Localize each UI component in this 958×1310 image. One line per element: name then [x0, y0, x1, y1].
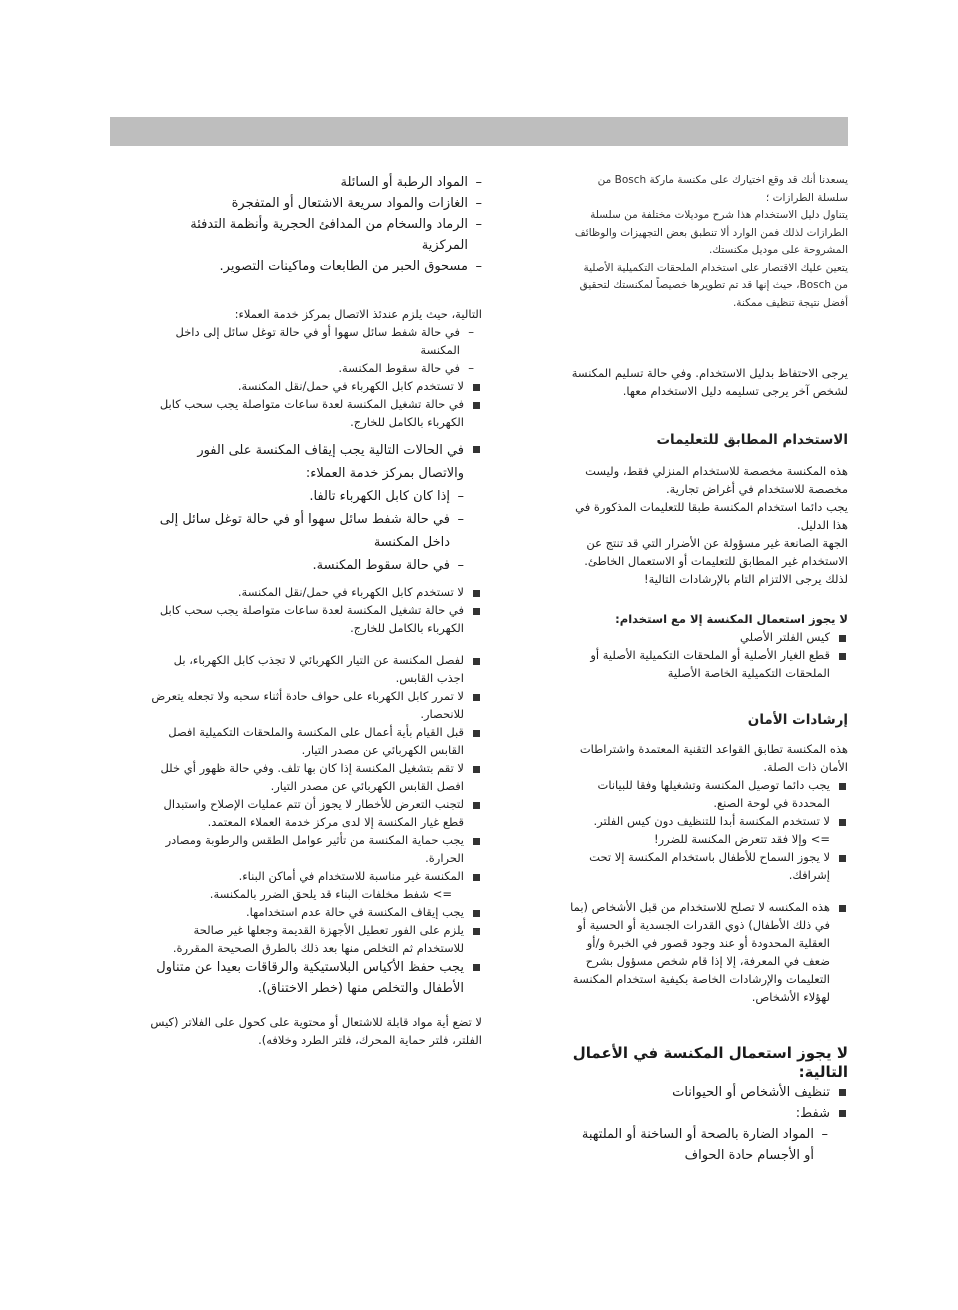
only-use-with-title: لا يجوز استعمال المكنسة إلا مع استخدام: — [615, 612, 848, 626]
list-item: شفط: — [570, 1103, 848, 1124]
list-note: => وإلا فقد تتعرض المكنسة للضرر! — [653, 832, 830, 846]
list-item: المكنسة غير مناسبة للاستخدام في أماكن البناء. — [150, 867, 482, 885]
intended-use-paragraph: يجب دائما استخدام المكنسة طبقا للتعليمات المذكورة في هذا الدليل. — [575, 500, 848, 532]
not-for-list — [570, 1082, 848, 1124]
list-subitem: – في حالة سقوط المكنسة. — [150, 359, 474, 377]
block-2-intro-list — [150, 439, 482, 485]
list-item: لفصل المكنسة عن التيار الكهربائي لا تجذب كابل الكهرباء، بل اجذب القابس. — [150, 651, 482, 687]
intro-paragraph: يتناول دليل الاستخدام هذا شرح موديلات مختلفة من سلسلة الطرازات لذلك فمن الوارد ألا تنطبق بعض التجهيزات والوظائف المشروحة على موديل مكنستك. — [574, 209, 848, 256]
safety-bullets — [150, 651, 482, 957]
right-column — [570, 172, 848, 1166]
list-item: لتجنب التعرض للأخطار لا يجوز أن تتم عمليات الإصلاح واستبدال قطع غيار المكنسة إلا لدى مركز خدمة العملاء المعتمد. — [150, 795, 482, 831]
list-subitem: – المواد الرطبة أو السائلة — [150, 172, 482, 193]
safety-list — [570, 776, 848, 1006]
block-bullet-list — [150, 583, 482, 637]
intended-use-paragraph: هذه المكنسة مخصصة للاستخدام المنزلي فقط، وليست مخصصة للاستخدام في أغراض تجارية. — [585, 464, 848, 496]
safety-intro: هذه المكنسة تطابق القواعد التقنية المعتمدة واشتراطات الأمان ذات الصلة. — [579, 742, 848, 774]
list-subitem: – في حالة شفط سائل سهوا أو في حالة توغل سائل إلى داخل المكنسة — [150, 508, 464, 554]
block-dash-list — [150, 485, 482, 577]
list-item: لا تستخدم كابل الكهرباء في حمل/نقل المكنسة. — [150, 583, 482, 601]
list-item: يجب إيقاف المكنسة في حالة عدم استخدامها. — [150, 903, 482, 921]
list-note: => شفط مخلفات البناء قد يلحق الضرر بالمكنسة. — [209, 887, 452, 901]
list-subitem: – المواد الضارة بالصحة أو الساخنة أو الملتهبة أو الأجسام حادة الحواف — [570, 1124, 828, 1166]
keep-manual-note: يرجى الاحتفاظ بدليل الاستخدام. وفي حالة تسليم المكنسة لشخص آخر يرجى تسليمه دليل الاستخدام معها. — [571, 366, 848, 398]
intended-use-paragraph: الجهة الصانعة غير مسؤولة عن الأضرار التي قد تنتج عن الاستخدام غير المطابق للتعليمات أو الاستعمال الخاطئ. لذلك يرجى الالتزام التام بالإرشادات التالية! — [584, 536, 848, 586]
list-item: في الحالات التالية يجب إيقاف المكنسة على الفور والاتصال بمركز خدمة العملاء: — [150, 439, 482, 485]
block-2 — [150, 439, 482, 637]
intro-section — [570, 172, 848, 312]
list-subitem: – الرماد والسخام من المدافئ الحجرية وأنظمة التدفئة المركزية — [150, 214, 482, 256]
intro-paragraph: يتعين عليك الاقتصار على استخدام الملحقات التكميلية الأصلية من Bosch، حيث إنها قد تم تطويرها خصيصاً لمكنستك لتحقيق أفضل نتيجة تنظيف ممكنة. — [579, 261, 848, 309]
intended-use-title: الاستخدام المطابق للتعليمات — [656, 432, 848, 448]
list-item: تنظيف الأشخاص أو الحيوانات — [570, 1082, 848, 1103]
list-subitem: – مسحوق الحبر من الطابعات وماكينات التصوير. — [150, 256, 482, 277]
list-subitem: – في حالة سقوط المكنسة. — [150, 554, 464, 577]
list-item: يجب دائما توصيل المكنسة وتشغيلها وفقا للبيانات المحددة في لوحة الصنع. — [570, 776, 848, 812]
list-subitem: – الغازات والمواد سريعة الاشتعال أو المتفجرة — [150, 193, 482, 214]
list-item: لا تستخدم كابل الكهرباء في حمل/نقل المكنسة. — [150, 377, 482, 395]
list-item: يجب حماية المكنسة من تأثير عوامل الطقس والرطوبة ومصادر الحرارة. — [150, 831, 482, 867]
intended-use-body — [570, 462, 848, 588]
list-item: لا تمرر كابل الكهرباء على حواف حادة أثناء سحبه ولا تجعله يتعرض للانحصار. — [150, 687, 482, 723]
list-item: هذه المكنسه لا تصلح للاستخدام من قبل الأشخاص (بما في ذلك الأطفال) ذوي القدرات الجسدية أو الحسية أو العقلية المحدودة أو عند وجود قصور في الخبرة و/أو ضعف في المعرفة، إلا إذا قام شخص مسؤول بشرح التعليمات والإرشادات الخاصة بكيفية استخدام المكنسة لهؤلاء الأشخاص. — [570, 898, 848, 1006]
not-for-sublist — [570, 1124, 848, 1166]
block-1 — [150, 305, 482, 431]
list-subitem: – إذا كان كابل الكهرباء تالفا. — [150, 485, 464, 508]
list-item: لا تقم بتشغيل المكنسة إذا كان بها تلف. وفي حالة ظهور أي خلل افصل القابس الكهربائي عن مصدر التيار. — [150, 759, 482, 795]
list-subitem: – في حالة شفط سائل سهوا أو في حالة توغل سائل إلى داخل المكنسة — [150, 323, 474, 359]
only-use-with-list — [570, 628, 848, 682]
list-item: في حالة تشغيل المكنسة لعدة ساعات متواصلة يجب سحب كابل الكهرباء بالكامل للخارج. — [150, 395, 482, 431]
safety-title: إرشادات الأمان — [747, 712, 848, 728]
block-bullet-list — [150, 377, 482, 431]
plastic-bags-list — [150, 957, 482, 999]
block-dash-list — [150, 323, 482, 377]
list-item: كيس الفلتر الأصلي — [570, 628, 848, 646]
left-column — [150, 172, 482, 1049]
list-item: يلزم على الفور تعطيل الأجهزة القديمة وجعلها غير صالحة للاستخدام ثم التخلص منها بعد ذلك بالطرق الصحيحة المقررة. — [150, 921, 482, 957]
list-item: قطع الغيار الأصلية أو الملحقات التكميلية الأصلية أو الملحقات التكميلية الخاصة الأصلية — [570, 646, 848, 682]
list-item: في حالة تشغيل المكنسة لعدة ساعات متواصلة يجب سحب كابل الكهرباء بالكامل للخارج. — [150, 601, 482, 637]
list-item: قبل القيام بأية أعمال على المكنسة والملحقات التكميلية افصل القابس الكهربائي عن مصدر التيار. — [150, 723, 482, 759]
intro-paragraph: يسعدنا أنك قد وقع اختيارك على مكنسة ماركة Bosch من سلسلة الطرازات ؛ — [597, 174, 848, 204]
block-intro: التالية، حيث يلزم عندئذ الاتصال بمركز خدمة العملاء: — [234, 307, 482, 321]
not-for-title: لا يجوز استعمال المكنسة في الأعمال التالية: — [572, 1044, 848, 1081]
closing-note: لا تضع أية مواد قابلة للاشتعال أو محتوية على كحول على الفلاتر (كيس الفلتر، فلتر حماية المحرك، فلتر الطرد وخلافه). — [150, 1015, 482, 1047]
list-item: لا يجوز السماح للأطفال باستخدام المكنسة إلا تحت إشرافك. — [570, 848, 848, 884]
list-item: يجب حفظ الأكياس البلاستيكية والرقاقات بعيدا عن متناول الأطفال والتخلص منها (خطر الاختناق). — [150, 957, 482, 999]
header-bar — [110, 117, 848, 146]
suction-dash-list — [150, 172, 482, 277]
list-item: لا تستخدم المكنسة أبدا للتنظيف دون كيس الفلتر. — [570, 812, 848, 830]
